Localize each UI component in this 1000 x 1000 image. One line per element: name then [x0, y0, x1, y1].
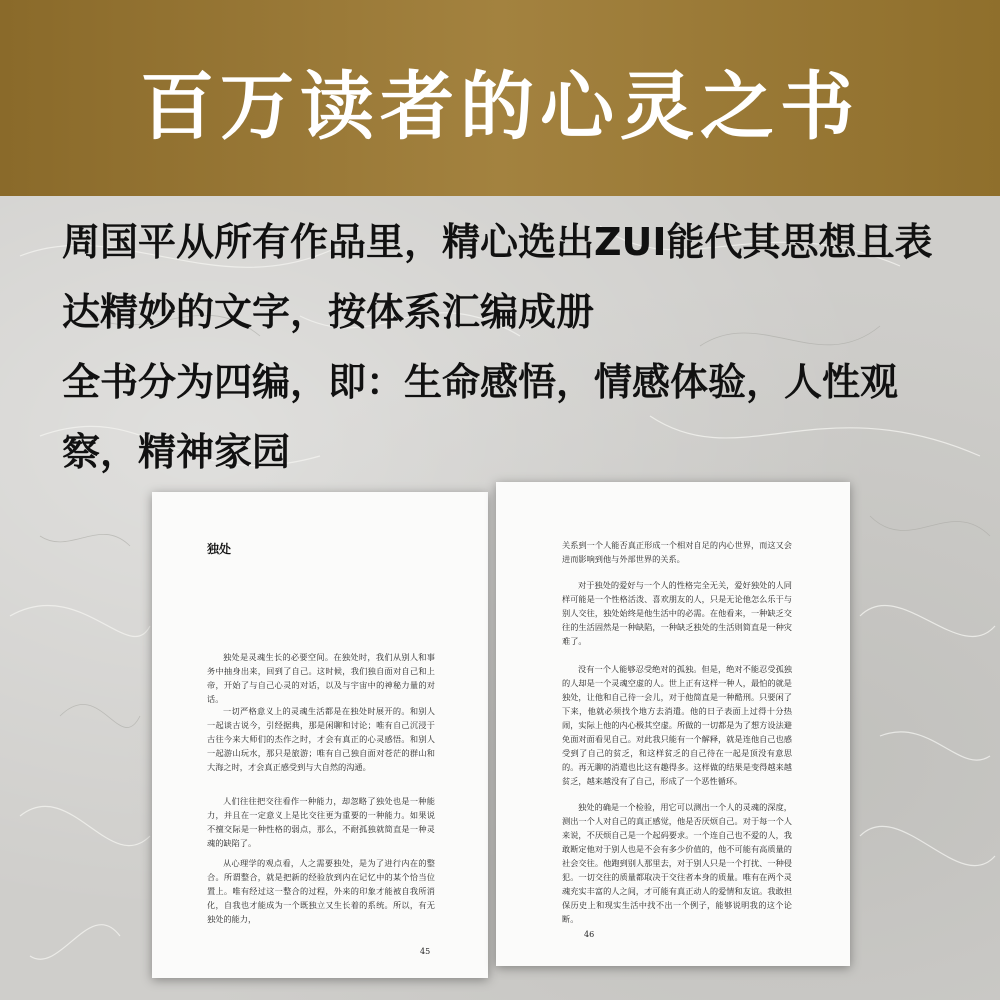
- chapter-heading: 独处: [207, 542, 232, 556]
- left-paragraph-2: 一切严格意义上的灵魂生活都是在独处时展开的。和别人一起谈古说今，引经据典，那是闲聊和讨论；唯有自己沉浸于古往今来大师们的杰作之时，才会有真正的心灵感悟。和别人一起游山玩水，那只是旅游；唯有自己独自面对苍茫的群山和大海之时，才会真正感受到与大自然的沟通。: [207, 706, 435, 772]
- book-page-right: [496, 482, 850, 966]
- page-number-right: 46: [584, 930, 595, 939]
- right-paragraph-3: 没有一个人能够忍受绝对的孤独。但是，绝对不能忍受孤独的人却是一个灵魂空虚的人。世上正有这样一种人，最怕的就是独处，让他和自己待一会儿，对于他简直是一种酷刑。只要闲了下来，他就必须找个地方去消遣。他的日子表面上过得十分热闹，实际上他的内心极其空虚。所做的一切都是为了想方设法避免面对面看见自己。对此我只能有一个解释，就是连他自己也感受到了自己的贫乏，和这样贫乏的自己待在一起是顶没有意思的。再无聊的消遣也比这有趣得多。这样做的结果是变得越来越贫乏，越来越没有了自己，形成了一个恶性循环。: [562, 664, 792, 786]
- right-paragraph-4: 独处的确是一个检验，用它可以测出一个人的灵魂的深度，测出一个人对自己的真正感觉，他是否厌烦自己。对于每一个人来说，不厌烦自己是一个起码要求。一个连自己也不爱的人，我敢断定他对于别人也是不会有多少价值的，他不可能有高质量的社会交往。他跑到别人那里去，对于别人只是一个打扰、一种侵犯。一切交往的质量都取决于交往者本身的质量。唯有在两个灵魂充实丰富的人之间，才可能有真正动人的爱情和友谊。我敢担保历史上和现实生活中找不出一个例子，能够说明我的这个论断。: [562, 802, 792, 924]
- description-line-1: 周国平从所有作品里，精心选出ZUI能代其思想且表: [62, 220, 933, 264]
- description-line-2: 达精妙的文字，按体系汇编成册: [62, 290, 595, 334]
- page-number-left: 45: [420, 947, 431, 956]
- banner-title: 百万读者的心灵之书: [140, 64, 860, 150]
- right-paragraph-2: 对于独处的爱好与一个人的性格完全无关，爱好独处的人同样可能是一个性格活泼、喜欢朋友的人，只是无论他怎么乐于与别人交往，独处始终是他生活中的必需。在他看来，一种缺乏交往的生活固然是一种缺陷，一种缺乏独处的生活则简直是一种灾难了。: [562, 580, 792, 646]
- left-paragraph-1: 独处是灵魂生长的必要空间。在独处时，我们从别人和事务中抽身出来，回到了自己。这时候，我们独自面对自己和上帝，开始了与自己心灵的对话，以及与宇宙中的神秘力量的对话。: [207, 652, 435, 704]
- right-paragraph-1: 关系到一个人能否真正形成一个相对自足的内心世界，而这又会进而影响到他与外部世界的关系。: [562, 540, 792, 564]
- book-page-left: [152, 492, 488, 978]
- left-paragraph-4: 从心理学的观点看，人之需要独处，是为了进行内在的整合。所谓整合，就是把新的经验放到内在记忆中的某个恰当位置上。唯有经过这一整合的过程，外来的印象才能被自我所消化，自我也才能成为一个既独立又生长着的系统。所以，有无独处的能力，: [207, 858, 435, 924]
- title-banner: [0, 0, 1000, 196]
- description-line-4: 察，精神家园: [62, 430, 291, 474]
- description-line-3: 全书分为四编，即：生命感悟，情感体验，人性观: [62, 360, 899, 404]
- left-paragraph-3: 人们往往把交往看作一种能力，却忽略了独处也是一种能力，并且在一定意义上是比交往更为重要的一种能力。如果说不擅交际是一种性格的弱点，那么，不耐孤独就简直是一种灵魂的缺陷了。: [207, 796, 435, 848]
